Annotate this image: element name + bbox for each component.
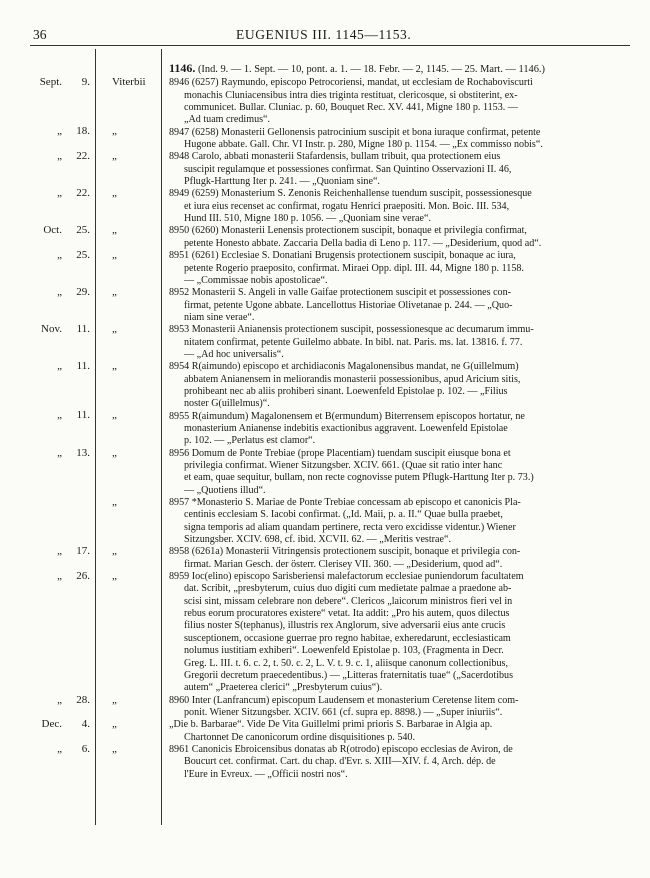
entry-line: „Ad tuam credimus“. bbox=[184, 114, 271, 126]
date-day: 25. bbox=[76, 224, 90, 237]
entry-line: monachis Cluniacensibus intra dies triginta restituat, clericosque, si obstiterint, ex- bbox=[184, 89, 518, 101]
date-day: 17. bbox=[76, 545, 90, 558]
date-row bbox=[20, 718, 160, 734]
entry-list bbox=[169, 77, 627, 781]
column-divider-place bbox=[161, 49, 162, 825]
date-month: „ bbox=[57, 570, 62, 582]
date-day: 11. bbox=[76, 323, 90, 335]
entry-line: 8947 (6258) Monasterii Gellonensis patrocinium suscipit et bona iuraque confirmat, petente bbox=[169, 126, 541, 138]
running-title: EUGENIUS III. 1145—1153. bbox=[236, 27, 412, 42]
register-entry bbox=[169, 695, 627, 720]
entry-line: — „Ad hoc universalis“. bbox=[184, 348, 284, 360]
entry-line: rebus eorum procuratores existere“ vetat. Ita addit: „Pro his autem, quos dilectus bbox=[184, 608, 510, 620]
register-entry bbox=[169, 546, 627, 571]
entry-line: scisi sint, missam celebrare non debere“. Clericos „laicorum ministros fieri vel in bbox=[184, 595, 513, 607]
entry-line: 8952 Monasterii S. Angeli in valle Gaifae protectionem suscipit et possessiones con- bbox=[169, 287, 511, 299]
entry-line: abbatem Anianensem in meliorandis monasterii possessionibus, apud Aricium sitis, bbox=[184, 373, 521, 385]
date-month: „ bbox=[57, 742, 62, 755]
date-place: „ bbox=[112, 150, 117, 163]
entry-line: autem“ „Praeterea clerici“ „Presbyterum cuius“). bbox=[184, 682, 383, 694]
date-month: Oct. bbox=[43, 224, 62, 237]
date-place: Viterbii bbox=[112, 76, 146, 88]
entry-line: monasterium Anianense indebitis exactionibus aggravent. Loewenfeld Epistolae bbox=[184, 422, 508, 434]
date-day: 9. bbox=[81, 76, 90, 88]
date-row bbox=[20, 323, 160, 339]
entry-line: 8956 Domum de Ponte Trebiae (prope Placentiam) tuendam suscipit eiusque bona et bbox=[169, 447, 511, 459]
entry-line: Chartonnet De canonicorum ordine disquisitiones p. 540. bbox=[184, 731, 415, 743]
date-place: „ bbox=[112, 323, 117, 335]
date-day: 4. bbox=[81, 718, 90, 731]
register-entry bbox=[169, 719, 627, 744]
date-month: „ bbox=[57, 446, 62, 459]
date-place: „ bbox=[112, 248, 117, 261]
date-row bbox=[20, 125, 160, 141]
register-entry bbox=[169, 250, 627, 287]
entry-line: susceptionem, occasione guerrae pro regno habitae, exheredarunt, ecclesiasticam bbox=[184, 632, 511, 644]
entry-line: dat. Scribit, „presbyterum, cuius duo digiti cum medietate palmae a praedone ab- bbox=[184, 583, 512, 595]
date-month: „ bbox=[57, 187, 62, 200]
entry-line: firmat, petente Ugone abbate. Lancellottus Historiae Olivetanae p. 244. — „Quo- bbox=[184, 299, 513, 311]
date-row bbox=[20, 187, 160, 203]
date-day: 6. bbox=[81, 742, 90, 755]
register-entry bbox=[169, 151, 627, 188]
date-place: „ bbox=[112, 409, 117, 422]
date-month: „ bbox=[57, 409, 62, 422]
entry-line: nolumus iustitiam exhiberi“. Loewenfeld Epistolae p. 103, (Fragmenta in Decr. bbox=[184, 645, 504, 657]
date-row bbox=[20, 286, 160, 302]
entry-line: — „Quotiens illud“. bbox=[184, 484, 266, 496]
date-month: „ bbox=[57, 545, 62, 558]
entry-line: prohibeant nec ab aliis prohiberi sinant. Loewenfeld Epistolae p. 102. — „Filius bbox=[184, 385, 508, 397]
date-day: 13. bbox=[76, 446, 90, 459]
entry-line: l'Eure in Evreux. — „Officii nostri nos“. bbox=[184, 768, 348, 780]
entry-line: et eam, quae sequitur, bullam, non recte cognovisse putem Pflugk-Harttung Iter p. 73.) bbox=[184, 472, 534, 484]
register-entry bbox=[169, 744, 627, 781]
entry-line: privilegia confirmat. Wiener Sitzungsber. XCIV. 661. (Quae sit ratio inter hanc bbox=[184, 460, 503, 471]
entry-line: Boucurt cet. confirmat. Cart. du chap. d'Evr. s. XIII—XIV. f. 4, Arch. dép. de bbox=[184, 756, 496, 768]
date-row bbox=[20, 76, 160, 92]
date-month: „ bbox=[57, 125, 62, 138]
date-place: „ bbox=[112, 224, 117, 237]
entry-line: centinis ecclesiam S. Iacobi confirmat. („Id. Maii, p. a. II.“ Quae bulla praebet, bbox=[184, 509, 503, 521]
entry-line: „Die b. Barbarae“. Vide De Vita Guillelmi primi prioris S. Barbarae in Algia ap. bbox=[169, 719, 493, 731]
date-month: „ bbox=[57, 693, 62, 706]
register-entry bbox=[169, 127, 627, 152]
register-entry bbox=[169, 448, 627, 497]
date-place: „ bbox=[112, 495, 117, 508]
year-heading bbox=[169, 62, 627, 76]
date-row bbox=[20, 694, 160, 710]
entry-line: 8950 (6260) Monasterii Lenensis protectionem suscipit, bonaque et privilegia confirmat, bbox=[169, 225, 527, 237]
entry-line: petente Rogerio praeposito, confirmat. Miraei Opp. dipl. III. 44, Migne 180 p. 1158. bbox=[184, 262, 524, 274]
page-header bbox=[0, 0, 650, 40]
entry-line: 8958 (6261a) Monasterii Vitringensis protectionem suscipit, bonaque et privilegia con- bbox=[169, 546, 521, 558]
entry-line: et iura eius recenset ac confirmat, rogatu Henrici praepositi. Mon. Boic. III. 534, bbox=[184, 200, 510, 212]
register-entry bbox=[169, 571, 627, 694]
date-row bbox=[20, 249, 160, 265]
register-text bbox=[169, 62, 627, 781]
date-day: 22. bbox=[76, 187, 90, 200]
date-place: „ bbox=[112, 693, 117, 706]
date-month: „ bbox=[57, 285, 62, 298]
register-entry bbox=[169, 77, 627, 126]
entry-line: petente Honesto abbate. Zaccaria Della badia di Leno p. 117. — „Desiderium, quod ad“. bbox=[184, 237, 542, 249]
entry-line: suscipit regulamque et possessiones confirmat. San Quintino Osservazioni II. 46, bbox=[184, 163, 512, 175]
entry-line: p. 102. — „Perlatus est clamor“. bbox=[184, 435, 316, 447]
date-place: „ bbox=[112, 718, 117, 731]
date-month: „ bbox=[57, 360, 62, 373]
entry-line: 8949 (6259) Monasterium S. Zenonis Reichenhallense tuendum suscipit, possessionesque bbox=[169, 188, 532, 200]
date-day: 26. bbox=[76, 570, 90, 582]
register-entry bbox=[169, 225, 627, 250]
register-entry bbox=[169, 497, 627, 546]
date-month: Dec. bbox=[41, 718, 62, 731]
date-row bbox=[20, 150, 160, 166]
date-day: 11. bbox=[76, 409, 90, 422]
entry-line: Gregorii decretum praecedentibus.) — „Litteras fraternitatis tuae“ („Sacerdotibus bbox=[184, 669, 514, 681]
entry-line: Sitzungsber. XCIV. 698, cf. ibid. XCVII. 62. — „Meritis vestrae“. bbox=[184, 534, 451, 546]
entry-line: Hund III. 510, Migne 180 p. 1056. — „Quoniam sine verae“. bbox=[184, 213, 431, 225]
date-place: „ bbox=[112, 545, 117, 558]
entry-line: niam sine verae“. bbox=[184, 311, 255, 323]
entry-line: 8959 Ioc(elino) episcopo Sarisberiensi malefactorum ecclesiae puniendorum facultatem bbox=[169, 571, 524, 583]
register-entry bbox=[169, 188, 627, 225]
entry-line: 8961 Canonicis Ebroicensibus donatas ab R(otrodo) episcopo ecclesias de Aviron, de bbox=[169, 743, 513, 755]
date-row bbox=[20, 447, 160, 463]
date-place: „ bbox=[112, 187, 117, 200]
register-entry bbox=[169, 324, 627, 361]
year-detail: (Ind. 9. — 1. Sept. — 10, pont. a. 1. — 18. Febr. — 2, 1145. — 25. Mart. — 1146.) bbox=[197, 64, 545, 75]
date-month: Nov. bbox=[41, 323, 62, 335]
date-month: „ bbox=[57, 248, 62, 261]
entry-line: Hugone abbate. Gall. Chr. VI Instr. p. 280, Migne 180 p. 1154. — „Ex commisso nobis“. bbox=[184, 139, 543, 151]
date-place: „ bbox=[112, 446, 117, 459]
year-label: 1146. bbox=[169, 61, 196, 75]
entry-line: 8955 R(aimundum) Magalonensem et B(ermundum) Biterrensem episcopos hortatur, ne bbox=[169, 410, 525, 422]
date-row bbox=[20, 545, 160, 561]
entry-line: 8946 (6257) Raymundo, episcopo Petrocoriensi, mandat, ut ecclesiam de Rochaboviscurti bbox=[169, 77, 533, 89]
date-place: „ bbox=[112, 125, 117, 138]
entry-line: 8948 Carolo, abbati monasterii Stafardensis, bullam tribuit, qua protectionem eius bbox=[169, 151, 501, 163]
date-day: 25. bbox=[76, 248, 90, 261]
date-month: Sept. bbox=[39, 76, 62, 88]
date-row bbox=[20, 496, 160, 512]
entry-line: noster G(uillelmus)“. bbox=[184, 398, 270, 410]
date-row bbox=[20, 570, 160, 586]
date-place: „ bbox=[112, 285, 117, 298]
register-entry bbox=[169, 361, 627, 410]
entry-line: ponit. Wiener Sitzungsber. XCIV. 661 (cf. supra ep. 8898.) — „Super iniuriis“. bbox=[184, 706, 503, 718]
date-month: „ bbox=[57, 150, 62, 163]
date-row bbox=[20, 224, 160, 240]
entry-line: 8957 *Monasterio S. Mariae de Ponte Trebiae concessam ab episcopo et canonicis Pla- bbox=[169, 497, 521, 509]
page-number: 36 bbox=[33, 27, 47, 42]
register-entry bbox=[169, 411, 627, 448]
entry-line: filius noster S(tephanus), illustris rex Anglorum, sive adversarii eius ante crucis bbox=[184, 620, 506, 632]
entry-line: communicet. Bullar. Cluniac. p. 60, Bouquet Rec. XV. 441, Migne 180 p. 1153. — bbox=[184, 102, 518, 114]
date-day: 11. bbox=[76, 360, 90, 373]
entry-line: 8953 Monasterii Anianensis protectionem suscipit, possessionesque ac decumarum immu- bbox=[169, 324, 534, 336]
date-place: „ bbox=[112, 742, 117, 755]
header-rule bbox=[30, 45, 630, 46]
date-day: 29. bbox=[76, 285, 90, 298]
date-row bbox=[20, 743, 160, 759]
date-place: „ bbox=[112, 360, 117, 373]
entry-line: signa temporis ad aliam quandam pertinere, recta vero excidisse videntur.) Wiener bbox=[184, 521, 516, 533]
date-row bbox=[20, 409, 160, 425]
entry-line: 8960 Inter (Lanfrancum) episcopum Laudensem et monasterium Ceretense litem com- bbox=[169, 694, 519, 706]
entry-line: Greg. L. III. t. 6. c. 2, t. 50. c. 2, L. V. t. 9. c. 1, aliisque canonum collectionibus, bbox=[184, 657, 508, 669]
entry-line: — „Commissae nobis apostolicae“. bbox=[184, 274, 328, 286]
entry-line: nitatem confirmat, petente Guilelmo abbate. In bibl. nat. Paris. ms. lat. 13816. f. 77. bbox=[184, 336, 523, 348]
date-day: 18. bbox=[76, 125, 90, 138]
register-entry bbox=[169, 287, 627, 324]
date-row bbox=[20, 360, 160, 376]
date-day: 28. bbox=[76, 693, 90, 706]
date-day: 22. bbox=[76, 150, 90, 163]
entry-line: firmat. Marian Gesch. der österr. Clerisey VII. 360. — „Desiderium, quod ad“. bbox=[184, 558, 503, 570]
entry-line: 8954 R(aimundo) episcopo et archidiaconis Magalonensibus mandat, ne G(uillelmum) bbox=[169, 361, 519, 373]
entry-line: 8951 (6261) Ecclesiae S. Donatiani Brugensis protectionem suscipit, bonaque ac iura, bbox=[169, 250, 516, 262]
entry-line: Pflugk-Harttung Iter p. 241. — „Quoniam sine“. bbox=[184, 176, 380, 188]
date-place: „ bbox=[112, 570, 117, 582]
